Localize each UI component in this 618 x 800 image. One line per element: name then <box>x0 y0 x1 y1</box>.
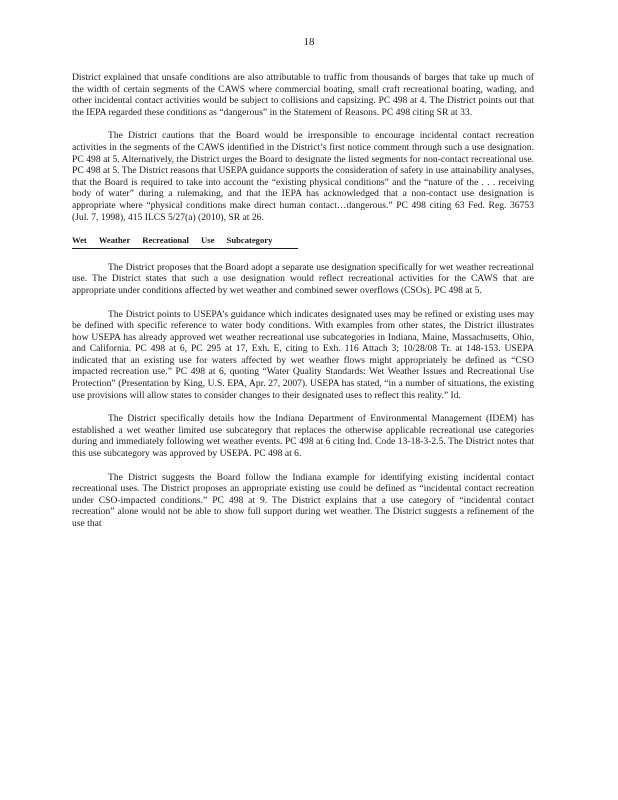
paragraph: The District proposes that the Board adopt a separate use designation specifically for wet weather recreational use. The District states that such a use designation would reflect recreational activities for the CAWS that are appropriate under conditions affected by wet weather and combined sewer overflows (CSOs). PC 498 at 5. <box>72 261 534 296</box>
paragraph: District explained that unsafe conditions are also attributable to traffic from thousands of barges that take up much of the width of certain segments of the CAWS where commercial boating, small craft recreational boating, wading, and other incidental contact activities would be subject to collisions and capsizing. PC 498 at 4. The District points out that the IEPA regarded these conditions as “dangerous” in the Statement of Reasons. PC 498 citing SR at 33. <box>72 72 534 118</box>
paragraph: The District specifically details how the Indiana Department of Environmental Management (IDEM) has established a wet weather limited use subcategory that replaces the otherwise applicable recreational use categories during and immediately following wet weather events. PC 498 at 6 citing Ind. Code 13-18-3-2.5. The District notes that this use subcategory was approved by USEPA. PC 498 at 6. <box>72 413 534 460</box>
paragraph: The District suggests the Board follow the Indiana example for identifying existing incidental contact recreational uses. The District proposes an appropriate existing use could be defined as “incidental contact recreation under CSO-impacted conditions.” PC 498 at 9. The District explains that a use category of “incidental contact recreation” alone would not be able to show full support during wet weather. The District suggests a refinement of the use that <box>72 471 534 529</box>
paragraph: The District points to USEPA’s guidance which indicates designated uses may be refined or existing uses may be defined with specific reference to water body conditions. With examples from other states, the District illustrates how USEPA has already approved wet weather recreational use subcategories in Indiana, Maine, Massachusetts, Ohio, and California. PC 498 at 6, PC 295 at 17, Exh. E, citing to Exh. 116 Attach 3; 10/28/08 Tr. at 148-153. USEPA indicated that an existing use for waters affected by wet weather flows might appropriately be defined as “CSO impacted recreation use.” PC 498 at 6, quoting “Water Quality Standards: Wet Weather Issues and Recreational Use Protection” (Presentation by King, U.S. EPA, Apr. 27, 2007). USEPA has stated, “in a number of situations, the existing use provisions will allow states to consider changes to their designated uses to reflect this reality.” Id. <box>72 308 534 401</box>
section-heading: Wet Weather Recreational Use Subcategory <box>72 235 298 249</box>
page-number: 18 <box>303 36 315 48</box>
document-body <box>72 72 534 542</box>
paragraph: The District cautions that the Board would be irresponsible to encourage incidental contact recreation activities in the segments of the CAWS identified in the District’s first notice comment through such a use designation. PC 498 at 5. Alternatively, the District urges the Board to designate the listed segments for non-contact recreational use. PC 498 at 5. The District reasons that USEPA guidance supports the consideration of safety in use attainability analyses, that the Board is required to take into account the “existing physical conditions” and the “nature of the . . . receiving body of water” during a rulemaking, and that the IEPA has acknowledged that a non-contact use designation is appropriate where “physical conditions make direct human contact…dangerous.” PC 498 citing 63 Fed. Reg. 36753 (Jul. 7, 1998), 415 ILCS 5/27(a) (2010), SR at 26. <box>72 130 534 223</box>
